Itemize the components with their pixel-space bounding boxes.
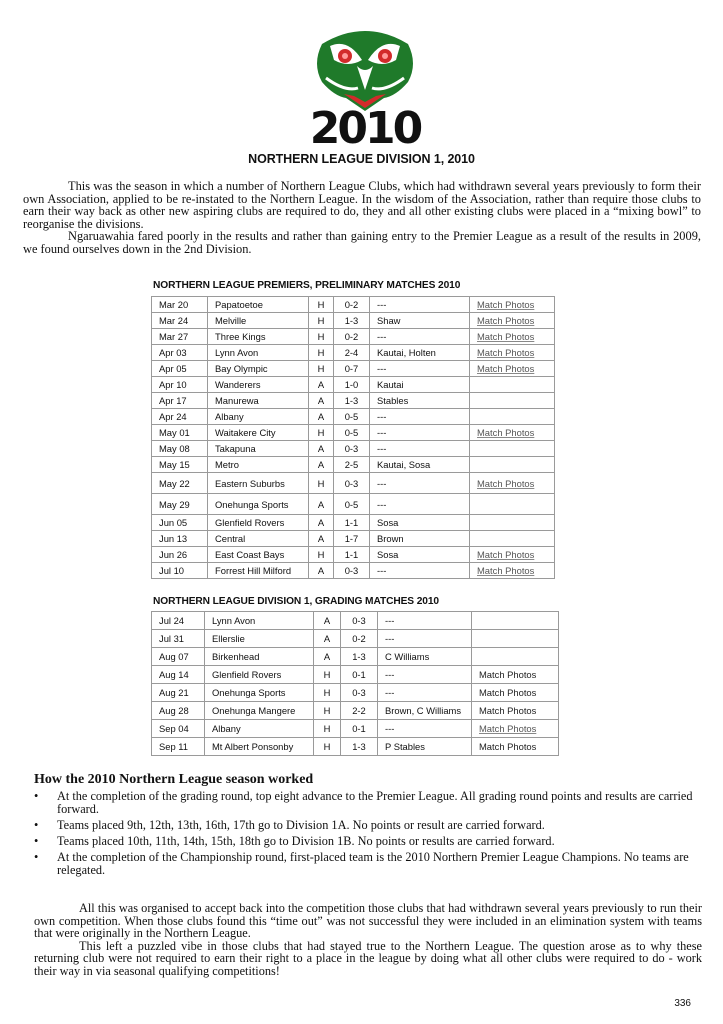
venue-code: H xyxy=(314,684,341,702)
match-photos-link[interactable]: Match Photos xyxy=(477,427,535,438)
match-score: 1-3 xyxy=(341,738,378,756)
opponent-name: Glenfield Rovers xyxy=(205,666,314,684)
list-item xyxy=(34,819,702,832)
match-photos-link[interactable]: Match Photos xyxy=(477,331,535,342)
goal-scorers: --- xyxy=(370,409,470,425)
table-row xyxy=(152,409,555,425)
rule-text: Teams placed 10th, 11th, 14th, 15th, 18th go to Division 1B. No points or results are carried forward. xyxy=(57,834,555,848)
opponent-name: East Coast Bays xyxy=(208,547,309,563)
table-row xyxy=(152,441,555,457)
venue-code: H xyxy=(309,329,334,345)
venue-code: H xyxy=(309,473,334,494)
match-photos-cell xyxy=(470,515,555,531)
match-photos-link[interactable]: Match Photos xyxy=(477,549,535,560)
table-row xyxy=(152,457,555,473)
match-photos-link[interactable]: Match Photos xyxy=(477,363,535,374)
opponent-name: Albany xyxy=(205,720,314,738)
match-photos-cell xyxy=(470,473,555,494)
goal-scorers: Stables xyxy=(370,393,470,409)
intro-text xyxy=(23,180,701,256)
match-score: 0-3 xyxy=(334,441,370,457)
bullet-icon: • xyxy=(34,789,39,803)
venue-code: H xyxy=(314,666,341,684)
match-photos-cell xyxy=(470,531,555,547)
match-photos-cell xyxy=(470,345,555,361)
match-photos-cell xyxy=(472,720,559,738)
match-photos-cell xyxy=(472,702,559,720)
season-heading: How the 2010 Northern League season worked xyxy=(34,772,314,787)
goal-scorers: C Williams xyxy=(378,648,472,666)
match-photos-cell xyxy=(470,425,555,441)
goal-scorers: Brown, C Williams xyxy=(378,702,472,720)
goal-scorers: --- xyxy=(370,297,470,313)
venue-code: A xyxy=(309,393,334,409)
preliminary-table-caption: NORTHERN LEAGUE PREMIERS, PRELIMINARY MATCHES 2010 xyxy=(153,280,461,291)
match-score: 0-2 xyxy=(341,630,378,648)
match-date: May 22 xyxy=(152,473,208,494)
table-row xyxy=(152,393,555,409)
rule-text: At the completion of the grading round, top eight advance to the Premier League. All grading round points and results are carried forward. xyxy=(57,789,693,816)
match-score: 2-4 xyxy=(334,345,370,361)
match-date: Apr 17 xyxy=(152,393,208,409)
match-score: 2-5 xyxy=(334,457,370,473)
match-date: Jun 26 xyxy=(152,547,208,563)
match-score: 0-7 xyxy=(334,361,370,377)
match-photos-cell xyxy=(470,329,555,345)
match-score: 0-1 xyxy=(341,666,378,684)
venue-code: H xyxy=(309,361,334,377)
match-photos-link[interactable]: Match Photos xyxy=(477,299,535,310)
season-rules-list xyxy=(34,790,702,880)
match-date: Aug 14 xyxy=(152,666,205,684)
table-row xyxy=(152,377,555,393)
match-photos-cell xyxy=(472,612,559,630)
bullet-icon: • xyxy=(34,850,39,864)
list-item xyxy=(34,851,702,877)
closing-paragraph: This left a puzzled vibe in those clubs that had stayed true to the Northern League. The question arose as to why these returning club were not required to earn their right to a place in the league by doing what all other clubs were required to do - work their way in via seasonal qualifying competitions! xyxy=(34,938,702,978)
table-row xyxy=(152,648,559,666)
venue-code: H xyxy=(314,720,341,738)
page-title: NORTHERN LEAGUE DIVISION 1, 2010 xyxy=(248,152,475,166)
opponent-name: Bay Olympic xyxy=(208,361,309,377)
match-date: Apr 05 xyxy=(152,361,208,377)
match-date: Jun 05 xyxy=(152,515,208,531)
match-photos-link[interactable]: Match Photos xyxy=(479,687,537,698)
table-row xyxy=(152,666,559,684)
match-date: Jul 24 xyxy=(152,612,205,630)
goal-scorers: --- xyxy=(378,612,472,630)
goal-scorers: --- xyxy=(370,361,470,377)
goal-scorers: Sosa xyxy=(370,547,470,563)
goal-scorers: --- xyxy=(370,441,470,457)
match-photos-link[interactable]: Match Photos xyxy=(479,669,537,680)
venue-code: H xyxy=(309,547,334,563)
venue-code: H xyxy=(314,702,341,720)
venue-code: A xyxy=(309,531,334,547)
match-date: Mar 24 xyxy=(152,313,208,329)
goal-scorers: --- xyxy=(378,630,472,648)
match-photos-link[interactable]: Match Photos xyxy=(479,741,537,752)
opponent-name: Eastern Suburbs xyxy=(208,473,309,494)
venue-code: A xyxy=(309,457,334,473)
rule-text: Teams placed 9th, 12th, 13th, 16th, 17th go to Division 1A. No points or result are carried forward. xyxy=(57,818,545,832)
match-date: Mar 20 xyxy=(152,297,208,313)
opponent-name: Manurewa xyxy=(208,393,309,409)
match-photos-cell xyxy=(472,684,559,702)
venue-code: H xyxy=(309,345,334,361)
match-photos-link[interactable]: Match Photos xyxy=(479,723,537,734)
opponent-name: Waitakere City xyxy=(208,425,309,441)
table-row xyxy=(152,425,555,441)
match-score: 1-1 xyxy=(334,515,370,531)
opponent-name: Ellerslie xyxy=(205,630,314,648)
table-row xyxy=(152,630,559,648)
match-photos-cell xyxy=(470,563,555,579)
match-photos-cell xyxy=(470,377,555,393)
opponent-name: Metro xyxy=(208,457,309,473)
grading-table-caption: NORTHERN LEAGUE DIVISION 1, GRADING MATCHES 2010 xyxy=(153,596,439,607)
opponent-name: Papatoetoe xyxy=(208,297,309,313)
match-photos-cell xyxy=(472,666,559,684)
table-row xyxy=(152,473,555,494)
opponent-name: Takapuna xyxy=(208,441,309,457)
table-row xyxy=(152,702,559,720)
venue-code: A xyxy=(309,515,334,531)
venue-code: A xyxy=(309,494,334,515)
match-photos-link[interactable]: Match Photos xyxy=(479,705,537,716)
match-date: May 15 xyxy=(152,457,208,473)
goal-scorers: --- xyxy=(370,563,470,579)
grading-matches-table xyxy=(151,611,559,756)
match-score: 1-0 xyxy=(334,377,370,393)
list-item xyxy=(34,835,702,848)
match-date: Apr 10 xyxy=(152,377,208,393)
page-number: 336 xyxy=(674,998,691,1009)
opponent-name: Birkenhead xyxy=(205,648,314,666)
goal-scorers: --- xyxy=(378,666,472,684)
table-row xyxy=(152,329,555,345)
venue-code: H xyxy=(309,313,334,329)
match-score: 0-3 xyxy=(334,473,370,494)
opponent-name: Glenfield Rovers xyxy=(208,515,309,531)
goal-scorers: --- xyxy=(370,329,470,345)
table-row xyxy=(152,531,555,547)
goal-scorers: --- xyxy=(370,494,470,515)
table-row xyxy=(152,684,559,702)
match-date: Jul 10 xyxy=(152,563,208,579)
match-date: May 29 xyxy=(152,494,208,515)
match-photos-cell xyxy=(470,441,555,457)
venue-code: H xyxy=(309,297,334,313)
match-date: Jun 13 xyxy=(152,531,208,547)
tiki-mask-logo-icon xyxy=(300,16,430,146)
match-score: 1-3 xyxy=(341,648,378,666)
match-photos-link[interactable]: Match Photos xyxy=(477,565,535,576)
match-date: Sep 11 xyxy=(152,738,205,756)
match-score: 0-3 xyxy=(341,684,378,702)
match-date: Apr 03 xyxy=(152,345,208,361)
table-row xyxy=(152,494,555,515)
rule-text: At the completion of the Championship round, first-placed team is the 2010 Northern Premier League Champions. No teams are relegated. xyxy=(57,850,689,877)
table-row xyxy=(152,361,555,377)
venue-code: A xyxy=(314,648,341,666)
venue-code: H xyxy=(309,425,334,441)
match-photos-link[interactable]: Match Photos xyxy=(477,347,535,358)
bullet-icon: • xyxy=(34,834,39,848)
goal-scorers: --- xyxy=(378,720,472,738)
table-row xyxy=(152,345,555,361)
match-photos-cell xyxy=(470,313,555,329)
match-photos-cell xyxy=(470,494,555,515)
closing-text xyxy=(34,902,702,977)
match-score: 0-5 xyxy=(334,409,370,425)
match-date: Mar 27 xyxy=(152,329,208,345)
bullet-icon: • xyxy=(34,818,39,832)
match-photos-cell xyxy=(472,648,559,666)
opponent-name: Onehunga Sports xyxy=(205,684,314,702)
opponent-name: Wanderers xyxy=(208,377,309,393)
match-score: 0-2 xyxy=(334,329,370,345)
opponent-name: Onehunga Sports xyxy=(208,494,309,515)
goal-scorers: Shaw xyxy=(370,313,470,329)
goal-scorers: Kautai, Sosa xyxy=(370,457,470,473)
match-date: Aug 07 xyxy=(152,648,205,666)
venue-code: A xyxy=(309,377,334,393)
opponent-name: Lynn Avon xyxy=(205,612,314,630)
goal-scorers: --- xyxy=(378,684,472,702)
opponent-name: Lynn Avon xyxy=(208,345,309,361)
match-date: Aug 21 xyxy=(152,684,205,702)
match-photos-cell xyxy=(470,361,555,377)
opponent-name: Onehunga Mangere xyxy=(205,702,314,720)
goal-scorers: --- xyxy=(370,425,470,441)
match-score: 1-7 xyxy=(334,531,370,547)
opponent-name: Three Kings xyxy=(208,329,309,345)
table-row xyxy=(152,313,555,329)
opponent-name: Melville xyxy=(208,313,309,329)
opponent-name: Mt Albert Ponsonby xyxy=(205,738,314,756)
match-score: 1-3 xyxy=(334,393,370,409)
match-score: 0-2 xyxy=(334,297,370,313)
venue-code: A xyxy=(309,563,334,579)
match-score: 0-5 xyxy=(334,494,370,515)
goal-scorers: Kautai, Holten xyxy=(370,345,470,361)
goal-scorers: Sosa xyxy=(370,515,470,531)
table-row xyxy=(152,563,555,579)
venue-code: H xyxy=(314,738,341,756)
intro-paragraph: Ngaruawahia fared poorly in the results and rather than gaining entry to the Premier League as a result of the results in 2009, we found ourselves down in the 2nd Division. xyxy=(23,229,701,256)
closing-paragraph: All this was organised to accept back into the competition those clubs that had withdrawn several years previously to run their own competition. When those clubs found this “time out” was not successful they were included in an elimination system with teams that were originally in the Northern League. xyxy=(34,901,702,940)
list-item xyxy=(34,790,702,816)
match-photos-cell xyxy=(470,409,555,425)
match-score: 1-1 xyxy=(334,547,370,563)
goal-scorers: P Stables xyxy=(378,738,472,756)
match-score: 0-1 xyxy=(341,720,378,738)
match-date: May 08 xyxy=(152,441,208,457)
match-photos-link[interactable]: Match Photos xyxy=(477,477,535,489)
match-score: 1-3 xyxy=(334,313,370,329)
table-row xyxy=(152,738,559,756)
preliminary-matches-table xyxy=(151,296,555,579)
match-photos-cell xyxy=(470,393,555,409)
match-date: Apr 24 xyxy=(152,409,208,425)
venue-code: A xyxy=(314,612,341,630)
opponent-name: Forrest Hill Milford xyxy=(208,563,309,579)
match-score: 0-3 xyxy=(334,563,370,579)
match-score: 2-2 xyxy=(341,702,378,720)
match-date: Jul 31 xyxy=(152,630,205,648)
venue-code: A xyxy=(314,630,341,648)
opponent-name: Central xyxy=(208,531,309,547)
intro-paragraph: This was the season in which a number of Northern League Clubs, which had withdrawn several years previously to form their own Association, applied to be re-instated to the Northern League. In the wisdom of the Association, rather than require those clubs to earn their way back as other new aspiring clubs are required to do, they and all other existing clubs were placed in a “mixing bowl” to reorganise the divisions. xyxy=(23,179,701,231)
match-photos-link[interactable]: Match Photos xyxy=(477,315,535,326)
match-date: May 01 xyxy=(152,425,208,441)
goal-scorers: Brown xyxy=(370,531,470,547)
match-score: 0-5 xyxy=(334,425,370,441)
venue-code: A xyxy=(309,409,334,425)
match-photos-cell xyxy=(472,630,559,648)
match-date: Sep 04 xyxy=(152,720,205,738)
match-photos-cell xyxy=(470,457,555,473)
table-row xyxy=(152,297,555,313)
venue-code: A xyxy=(309,441,334,457)
match-score: 0-3 xyxy=(341,612,378,630)
svg-text:2010: 2010 xyxy=(309,103,421,146)
match-photos-cell xyxy=(472,738,559,756)
match-date: Aug 28 xyxy=(152,702,205,720)
goal-scorers: --- xyxy=(370,473,470,494)
table-row xyxy=(152,612,559,630)
table-row xyxy=(152,515,555,531)
goal-scorers: Kautai xyxy=(370,377,470,393)
table-row xyxy=(152,547,555,563)
match-photos-cell xyxy=(470,297,555,313)
opponent-name: Albany xyxy=(208,409,309,425)
table-row xyxy=(152,720,559,738)
match-photos-cell xyxy=(470,547,555,563)
